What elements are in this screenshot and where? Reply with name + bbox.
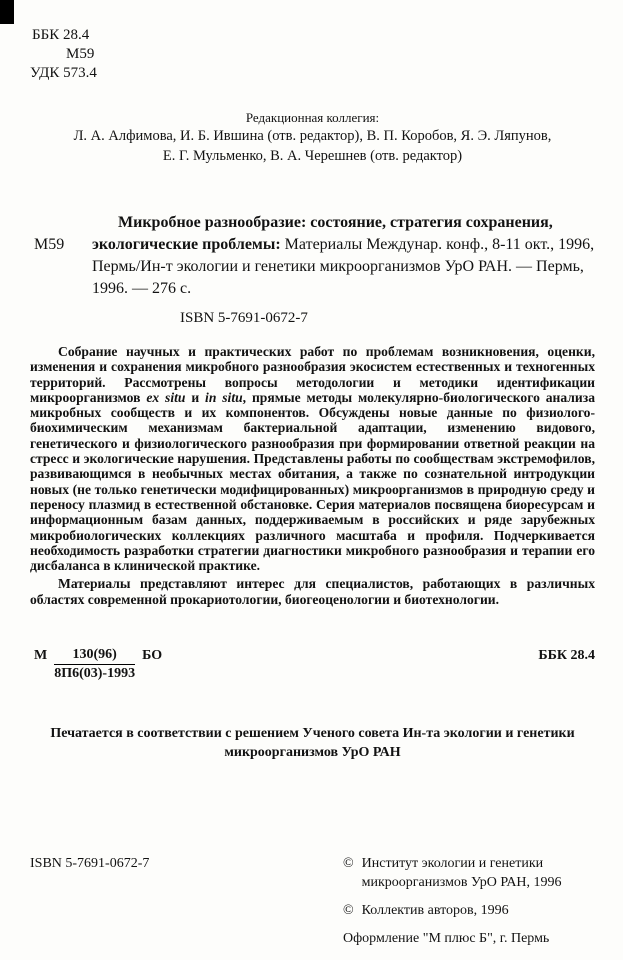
entry-title: Микробное разнообразие: состояние, стратегия сохранения, экологические проблемы: bbox=[92, 214, 553, 253]
copyright-footer bbox=[30, 854, 595, 948]
copyright-symbol-icon: © bbox=[343, 856, 354, 871]
classification-line bbox=[30, 647, 595, 682]
editorial-board-line-2: Е. Г. Мульменко, В. А. Черешнев (отв. редактор) bbox=[162, 148, 463, 164]
copyright-item-authors bbox=[343, 901, 595, 920]
classification-suffix: БО bbox=[142, 648, 163, 664]
classification-numerator: 130(96) bbox=[54, 647, 135, 665]
latin-term-ex-situ: ex situ bbox=[146, 389, 186, 405]
footer-isbn: ISBN 5-7691-0672-7 bbox=[30, 856, 150, 871]
copyright-item-institute bbox=[343, 854, 595, 892]
latin-term-in-situ: in situ bbox=[205, 389, 243, 405]
copyright-block bbox=[343, 854, 595, 948]
author-sign-code: М59 bbox=[66, 46, 95, 62]
classification-fraction bbox=[54, 647, 135, 682]
entry-isbn: ISBN 5-7691-0672-7 bbox=[180, 310, 308, 326]
bibliographic-entry bbox=[30, 212, 595, 329]
annotation-paragraph-1 bbox=[30, 344, 595, 573]
entry-description bbox=[92, 212, 595, 300]
editorial-board bbox=[30, 109, 595, 166]
annotation bbox=[30, 344, 595, 607]
classification-formula bbox=[30, 647, 162, 682]
scan-artifact bbox=[0, 0, 14, 24]
annotation-text-b: , прямые методы молекулярно-биологического анализа микробных сообществ и их компонентов. Обсуждены новые данные по физиолого-биохимическим механизмам бактериальной адаптации, изменению видового, генетического и физиологического разнообразия при формировании ответной реакции на стресс и экологические нарушения. Представлены работы по сообществам экстремофилов, развивающимся в необычных местах обитания, а также по сознательной интродукции новых (не только генетически модифицированных) микроорганизмов в природную среду и переносу плазмид в естественной обстановке. Серия материалов посвящена биоресурсам и информационным базам данных, поддерживаемым в российских и ряде зарубежных микробиологических коллекциях различного масштаба и профиля. Подчеркивается необходимость разработки стратегии диагностики микробного разнообразия и терапии его дисбаланса в клинической практике. bbox=[30, 389, 596, 574]
approval-statement: Печатается в соответствии с решением Ученого совета Ин-та экологии и генетики микроорганизмов УрО РАН bbox=[50, 726, 575, 761]
bbk-code-bottom: ББК 28.4 bbox=[538, 648, 595, 664]
annotation-paragraph-2: Материалы представляют интерес для специалистов, работающих в различных областях современной прокариотологии, биогеоценологии и биотехнологии. bbox=[30, 576, 595, 607]
design-credit: Оформление "М плюс Б", г. Пермь bbox=[343, 931, 550, 946]
copyright-institute-text: Институт экологии и генетики микроорганизмов УрО РАН, 1996 bbox=[361, 856, 562, 890]
udk-code: УДК 573.4 bbox=[30, 65, 97, 81]
annotation-text-a: Собрание научных и практических работ по проблемам возникновения, оценки, изменения и сохранения микробного разнообразия экосистем естественных и техногенных территорий. Рассмотрены вопросы методологии и методики идентификации микроорганизмов bbox=[30, 344, 595, 405]
copyright-authors-text: Коллектив авторов, 1996 bbox=[361, 903, 509, 918]
annotation-conjunction: и bbox=[185, 389, 206, 405]
editorial-board-heading: Редакционная коллегия: bbox=[245, 110, 380, 125]
classification-codes-top bbox=[30, 26, 595, 83]
copyright-symbol-icon: © bbox=[343, 903, 354, 918]
editorial-board-line-1: Л. А. Алфимова, И. Б. Ившина (отв. редактор), В. П. Коробов, Я. Э. Ляпунов, bbox=[73, 128, 552, 144]
entry-author-sign: М59 bbox=[34, 236, 65, 253]
bbk-code: ББК 28.4 bbox=[32, 27, 90, 43]
entry-imprint: Материалы Междунар. конф., 8-11 окт., 1996, Пермь/Ин-т экологии и генетики микроорганизмов УрО РАН. — Пермь, 1996. — 276 с. bbox=[92, 236, 595, 297]
classification-denominator: 8П6(03)-1993 bbox=[54, 666, 136, 682]
classification-prefix: М bbox=[34, 648, 48, 664]
